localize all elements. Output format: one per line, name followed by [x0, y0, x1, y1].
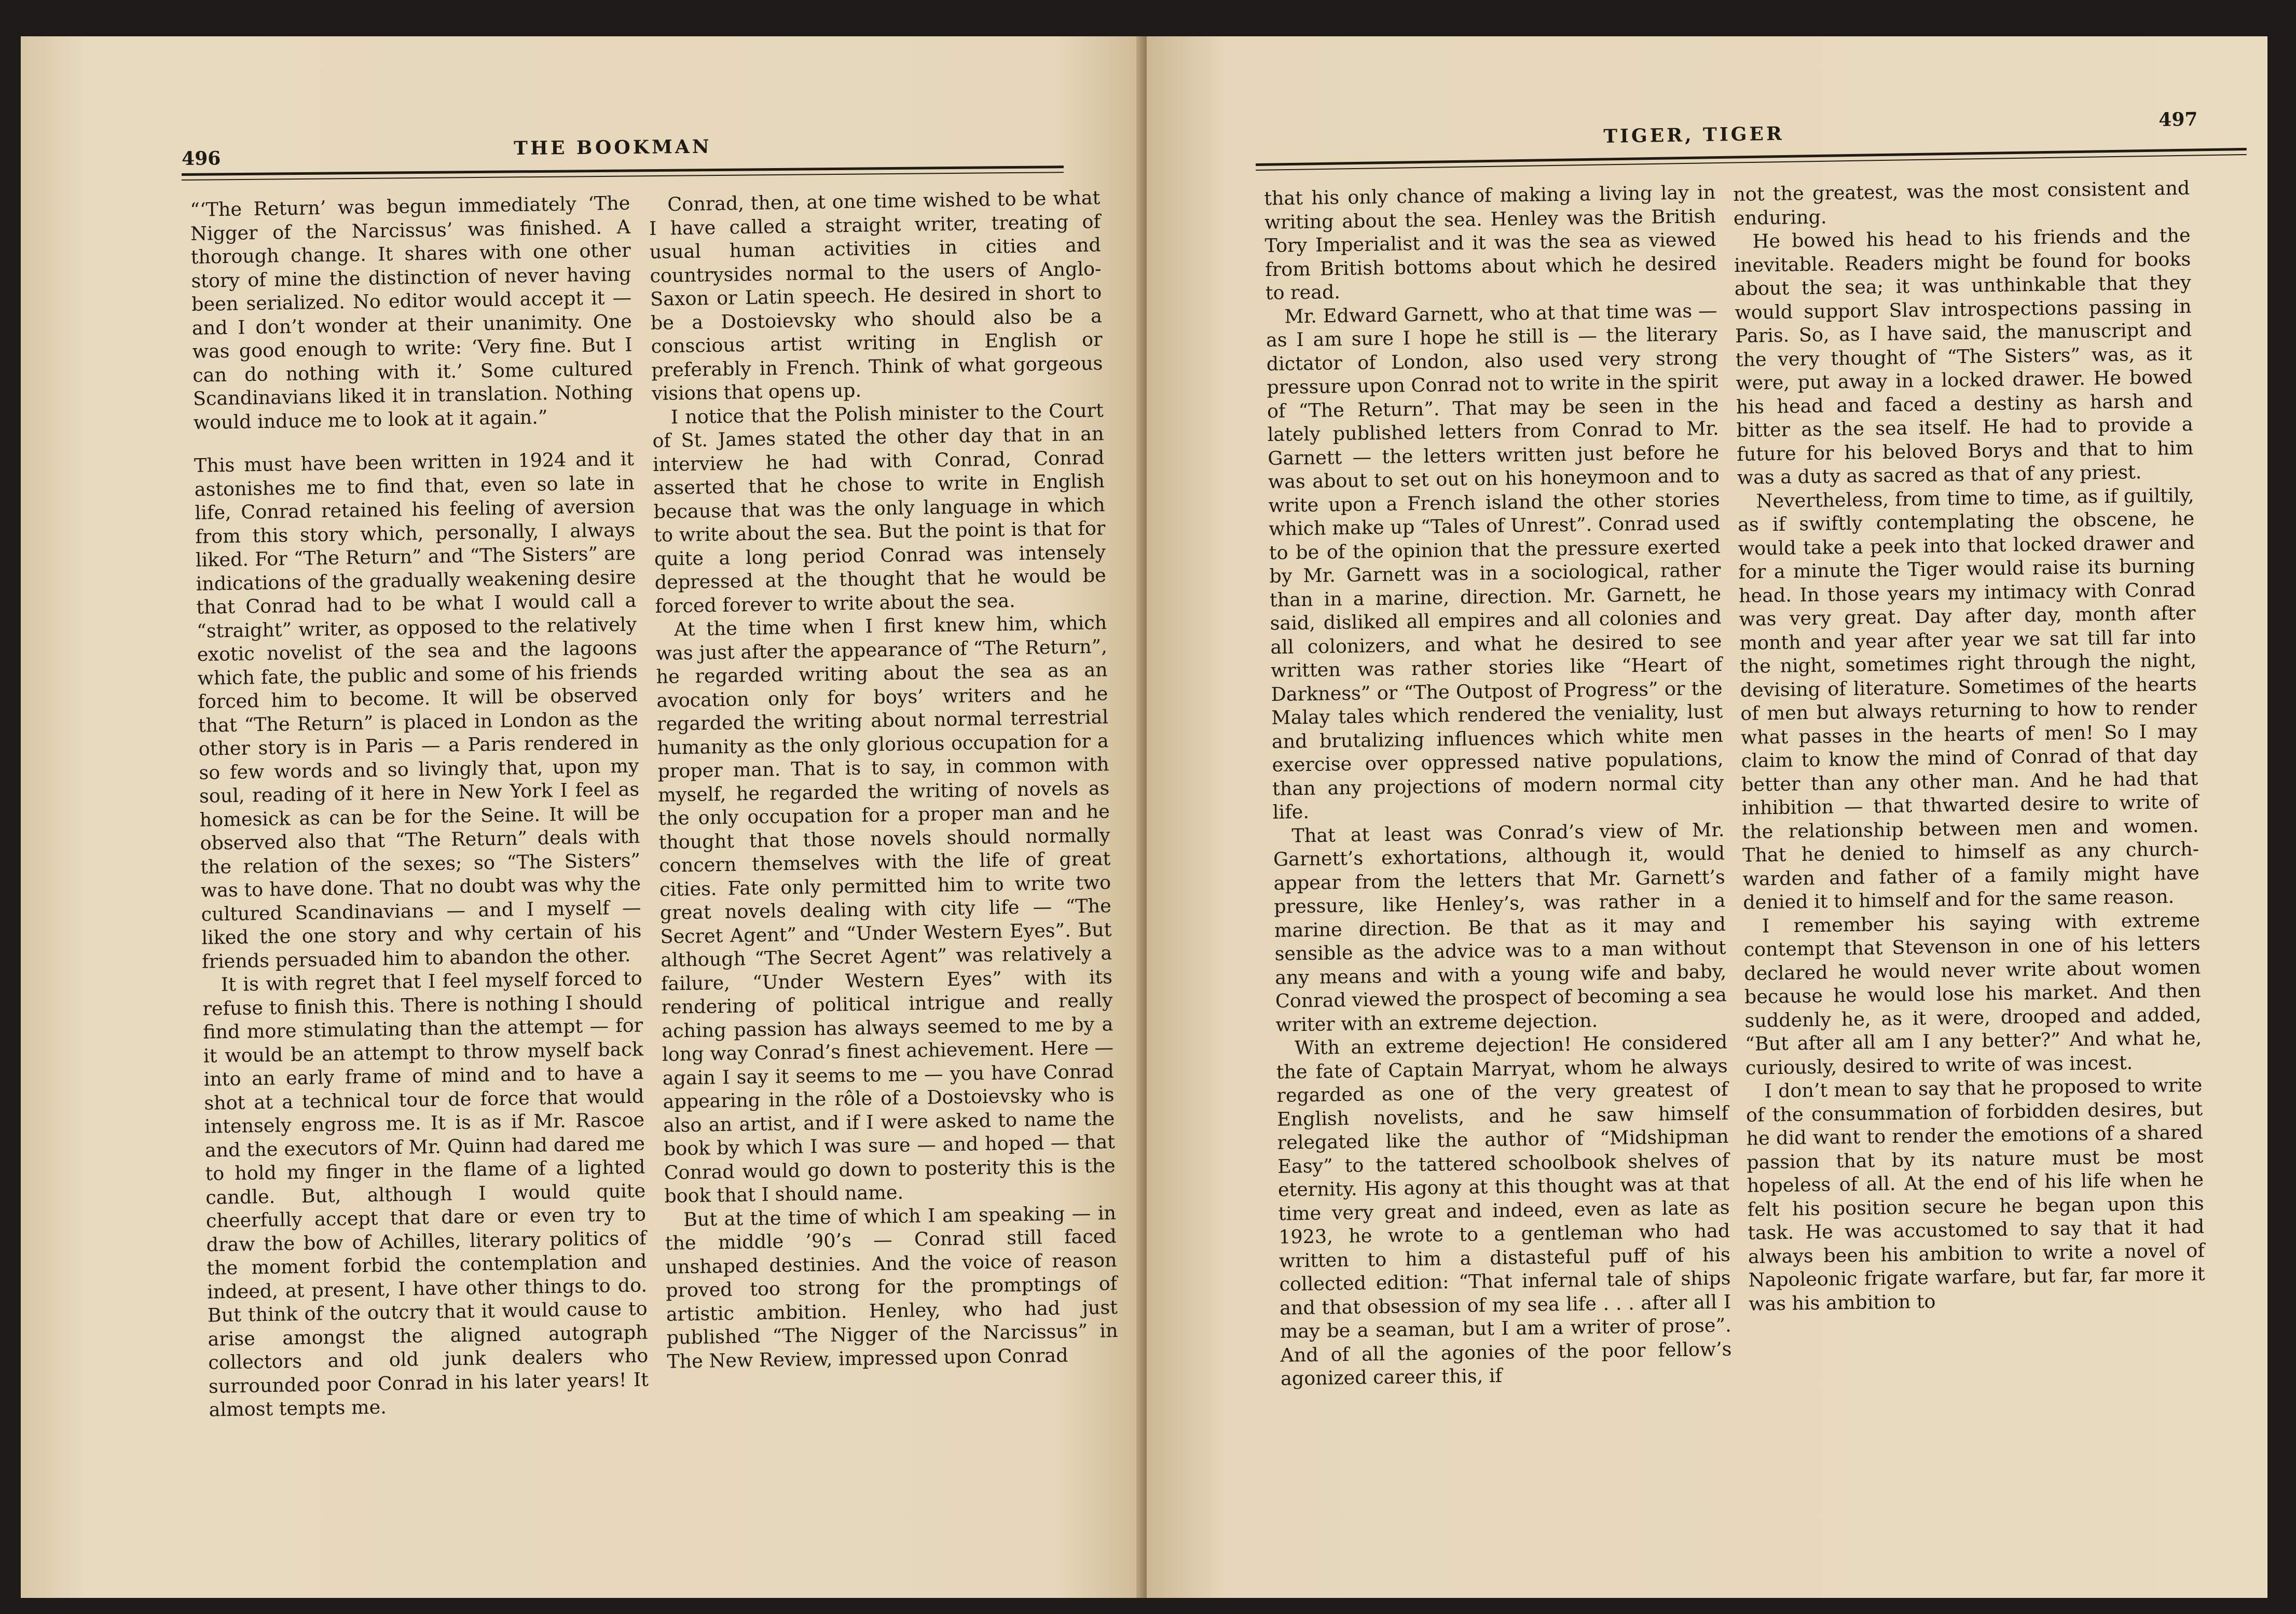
right-page-number: 497 — [2158, 108, 2198, 131]
paragraph: that his only chance of making a living lay in writing about the sea. Henley was the British Tory Imperialist and it was the sea as viewed from British bottoms about which he desired to read. — [1264, 181, 1717, 304]
paragraph: “‘The Return’ was begun immediately ‘The Nigger of the Narcissus’ was finished. A thorough change. It shares with one other story of mine the distinction of never having been serialized. No editor would accept it — and I don’t wonder at their unanimity. One was good enough to write: ‘Very fine. But I can do nothing with it.’ Some cultured Scandinavians liked it in translation. Nothing would induce me to look at it again.” — [190, 191, 634, 434]
paragraph: Nevertheless, from time to time, as if guiltily, as if swiftly contemplating the obscene, he would take a peek into that locked drawer and for a minute the Tiger would raise its burning head. In those years my intimacy with Conrad was very great. Day after day, month after month and year after year we sat till far into the night, sometimes right through the night, devising of literature. Sometimes of the hearts of men but always returning to how to render what passes in the hearts of men! So I may claim to know the mind of Conrad of that day better than any other man. And he had that inhibition — that thwarted desire to write of the relationship between men and women. That he denied to himself as any church-warden and father of a family might have denied it to himself and for the same reason. — [1737, 484, 2199, 914]
paragraph: not the greatest, was the most consistent and enduring. — [1733, 176, 2190, 229]
paragraph: Mr. Edward Garnett, who at that time was — as I am sure I hope he still is — the literary dictator of London, also used very strong pressure upon Conrad not to write in the spirit of “The Return”. That may be seen in the lately published letters from Conrad to Mr. Garnett — the letters written just before he was about to set out on his honeymoon and to write upon a French island the other stories which make up “Tales of Unrest”. Conrad used to be of the opinion that the pressure exerted by Mr. Garnett was in a sociological, rather than in a marine, direction. Mr. Garnett, he said, disliked all empires and all colonies and all colonizers, and what he desired to see written was rather stories like “Heart of Darkness” or “The Outpost of Progress” or the Malay tales which rendered the veniality, lust and brutalizing influences which white men exercise over oppressed native populations, than any projections of modern normal city life. — [1266, 299, 1724, 823]
left-head-rule — [182, 165, 1064, 176]
left-page-number: 496 — [182, 147, 221, 170]
right-running-head: TIGER, TIGER — [1603, 122, 1785, 147]
left-column-1 — [190, 191, 649, 1422]
right-column-2 — [1733, 176, 2205, 1316]
paragraph: I notice that the Polish minister to the Court of St. James stated the other day that in an interview he had with Conrad, Conrad asserted that he chose to write in English because that was the only language in which to write about the sea. But the point is that for quite a long period Conrad was intensely depressed at the thought that he would be forced forever to write about the sea. — [652, 398, 1107, 617]
paragraph: That at least was Conrad’s view of Mr. Garnett’s exhortations, although it, would appear from the letters that Mr. Garnett’s pressure, like Henley’s, was rather in a marine direction. Be that as it may and sensible as the advice was to a man without any means and with a young wife and baby, Conrad viewed the prospect of becoming a sea writer with an extreme dejection. — [1273, 818, 1727, 1036]
book-spread — [21, 36, 2267, 1598]
paragraph: At the time when I first knew him, which was just after the appearance of “The Return”, he regarded writing about the sea as an avocation only for boys’ writers and he regarded the writing about normal terrestrial humanity as the only glorious occupation for a proper man. That is to say, in common with myself, he regarded the writing of novels as the only occupation for a proper man and he thought that those novels should normally concern themselves with the life of great cities. Fate only permitted him to write two great novels dealing with city life — “The Secret Agent” and “Under Western Eyes”. But although “The Secret Agent” was relatively a failure, “Under Western Eyes” with its rendering of political intrigue and really aching passion has always seemed to me by a long way Conrad’s finest achievement. Here — again I say it seems to me — you have Conrad appearing in the rôle of a Dostoievsky who is also an artist, and if I were asked to name the book by which I was sure — and hoped — that Conrad would go down to posterity this is the book that I should name. — [655, 611, 1116, 1207]
left-page — [21, 36, 1147, 1598]
paragraph: I don’t mean to say that he proposed to write of the consummation of forbidden desires, but he did want to render the emotions of a shared passion that by its nature must be most hopeless of all. At the end of his life when he felt his position secure he began upon this task. He was accustomed to say that it had always been his ambition to write a novel of Napoleonic frigate warfare, but far, far more it was his ambition to — [1745, 1073, 2205, 1315]
left-column-2 — [649, 186, 1119, 1373]
paragraph: It is with regret that I feel myself forced to refuse to finish this. There is nothing I should find more stimulating than the attempt — for it would be an attempt to throw myself back into an early frame of mind and to have a shot at a technical tour de force that would intensely engross me. It is as if Mr. Rascoe and the executors of Mr. Quinn had dared me to hold my finger in the flame of a lighted candle. But, although I would quite cheerfully accept that dare or even try to draw the bow of Achilles, literary politics of the moment forbid the contemplation and indeed, at present, I have other things to do. But think of the outcry that it would cause to arise amongst the aligned autograph collectors and old junk dealers who surrounded poor Conrad in his later years! It almost tempts me. — [202, 967, 649, 1421]
paragraph: With an extreme dejection! He considered the fate of Captain Marryat, whom he always regarded as one of the very greatest of English novelists, and he saw himself relegated like the author of “Midshipman Easy” to the tattered schoolbook shelves of eternity. His agony at this thought was at that time very great and indeed, even as late as 1923, he wrote to a gentleman who had written to him a distasteful puff of his collected edition: “That infernal tale of ships and that obsession of my sea life . . . after all I may be a seaman, but I am a writer of prose”. And of all the agonies of the poor fellow’s agonized career this, if — [1276, 1030, 1732, 1390]
right-page — [1147, 36, 2267, 1598]
left-running-head: THE BOOKMAN — [514, 135, 712, 159]
right-column-1 — [1264, 181, 1732, 1390]
paragraph: He bowed his head to his friends and the inevitable. Readers might be found for books about the sea; it was unthinkable that they would support Slav introspections passing in Paris. So, as I have said, the manuscript and the very thought of “The Sisters” was, as it were, put away in a locked drawer. He bowed his head and faced a destiny as harsh and bitter as the sea itself. He had to provide a future for his beloved Borys and that to him was a duty as sacred as that of any priest. — [1734, 224, 2194, 489]
paragraph: This must have been written in 1924 and it astonishes me to find that, even so late in life, Conrad retained his feeling of aversion from this story which, personally, I always liked. For “The Return” and “The Sisters” are indications of the gradually weakening desire that Conrad had to be what I would call a “straight” writer, as opposed to the relatively exotic novelist of the sea and the lagoons which fate, the public and some of his friends forced him to become. It will be observed that “The Return” is placed in London as the other story is in Paris — a Paris rendered in so few words and so livingly that, upon my soul, reading of it here in New York I feel as homesick as can be for the Seine. It will be observed also that “The Return” deals with the relation of the sexes; so “The Sisters” was to have done. That no doubt was why the cultured Scandinavians — and I myself — liked the one story and why certain of his friends persuaded him to abandon the other. — [194, 447, 642, 973]
paragraph: But at the time of which I am speaking — in the middle ’90’s — Conrad still faced unshaped destinies. And the voice of reason proved too strong for the promptings of artistic ambition. Henley, who had just published “The Nigger of the Narcissus” in The New Review, impressed upon Conrad — [665, 1201, 1118, 1373]
paragraph: I remember his saying with extreme contempt that Stevenson in one of his letters declared he would never write about women because he would lose his market. And then suddenly he, as it were, drooped and added, “But after all am I any better?” And what he, curiously, desired to write of was incest. — [1743, 908, 2202, 1079]
paragraph: Conrad, then, at one time wished to be what I have called a straight writer, treating of usual human activities in cities and countrysides normal to the users of Anglo-Saxon or Latin speech. He desired in short to be a Dostoievsky who should also be a conscious artist writing in English or preferably in French. Think of what gorgeous visions that opens up. — [649, 186, 1103, 405]
